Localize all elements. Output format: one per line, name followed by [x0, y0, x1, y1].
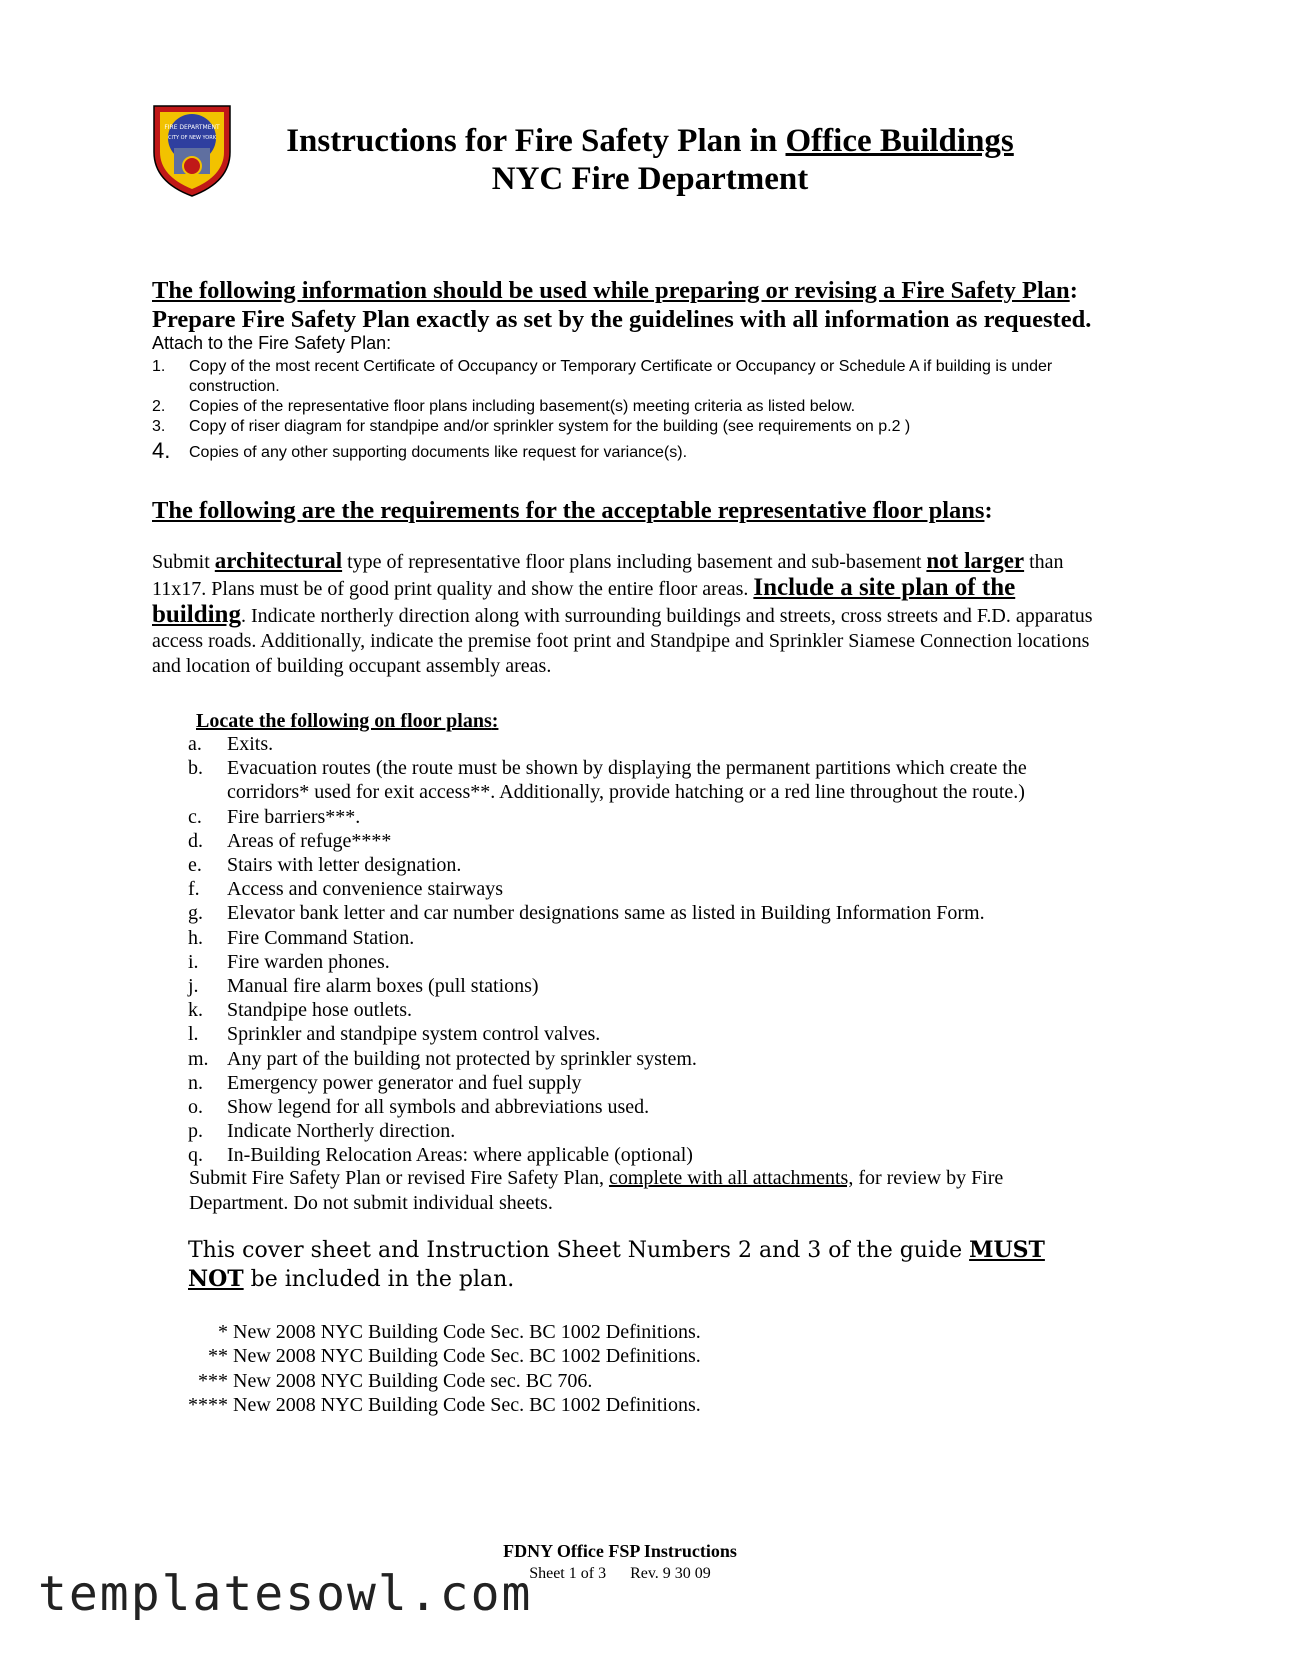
locate-heading-colon: : — [491, 710, 499, 732]
list-item-text: Standpipe hose outlets. — [227, 999, 412, 1022]
page-subtitle: NYC Fire Department — [491, 161, 809, 197]
list-item-text: Elevator bank letter and car number designations same as listed in Building Information Form. — [227, 902, 985, 925]
list-item-letter: p. — [188, 1120, 203, 1143]
requirements-paragraph — [152, 548, 1112, 679]
locate-list — [188, 732, 1108, 1168]
title-underlined: Office Buildings — [785, 123, 1014, 159]
footnotes — [180, 1320, 701, 1418]
footnote-stars: *** — [198, 1369, 228, 1392]
intro-heading — [152, 276, 1078, 306]
attach-item-num: 4. — [152, 438, 171, 463]
watermark: templatesowl.com — [38, 1566, 533, 1622]
list-item — [188, 1071, 1108, 1095]
intro-heading-colon: : — [1069, 277, 1078, 304]
intro-heading-text: The following information should be used while preparing or revising a Fire Safety Plan — [152, 277, 1070, 304]
list-item-letter: a. — [188, 733, 202, 755]
footnote — [180, 1344, 701, 1368]
list-item — [188, 1119, 1108, 1143]
footnote — [180, 1369, 701, 1393]
list-item — [188, 1022, 1108, 1046]
list-item-letter: q. — [188, 1144, 203, 1167]
cover-bold: MUST NOT — [188, 1237, 1045, 1292]
attach-item-text: Copy of the most recent Certificate of Occupancy or Temporary Certificate or Occupancy or Schedule A if building is under construction. — [189, 358, 1053, 395]
attach-item-num: 1. — [152, 358, 166, 375]
list-item — [188, 950, 1108, 974]
list-item-letter: e. — [188, 854, 202, 877]
page-title — [180, 122, 1120, 160]
list-item-text: In-Building Relocation Areas: where applicable (optional) — [227, 1144, 693, 1167]
list-item-letter: k. — [188, 999, 203, 1022]
list-item — [188, 732, 1108, 756]
list-item — [188, 853, 1108, 877]
list-item — [188, 756, 1108, 804]
list-item — [188, 805, 1108, 829]
list-item-text: Fire warden phones. — [227, 950, 390, 973]
list-item — [188, 998, 1108, 1022]
list-item-text: Show legend for all symbols and abbreviations used. — [227, 1096, 650, 1119]
req-text-architectural: architectural — [214, 548, 343, 573]
list-item — [188, 926, 1108, 950]
footer-title: FDNY Office FSP Instructions — [503, 1541, 737, 1561]
req-text-site-plan: Include a site plan of the building — [152, 574, 1016, 628]
footnote-text: New 2008 NYC Building Code Sec. BC 1002 Definitions. — [233, 1345, 701, 1368]
locate-heading-text: Locate the following on floor plans — [196, 710, 492, 732]
req-text-rest: . Indicate northerly direction along with surrounding buildings and streets, cross streets and F.D. apparatus access roads. Additionally, indicate the premise foot print and Standpipe and Sprinkler Siamese Connection locations and location of building occupant assembly areas. — [152, 605, 1093, 677]
list-item-text: Exits. — [227, 733, 274, 755]
submit-post: for review by Fire Department. Do not submit individual sheets. — [189, 1167, 1004, 1214]
footnote-stars: * — [218, 1321, 228, 1343]
list-item — [188, 877, 1108, 901]
list-item-letter: c. — [188, 805, 202, 828]
cover-post: be included in the plan. — [243, 1267, 515, 1292]
list-item-letter: d. — [188, 829, 203, 852]
submit-underlined: complete with all attachments, — [608, 1167, 854, 1189]
attach-item-text: Copy of riser diagram for standpipe and/or sprinkler system for the building (see requirements on p.2 ) — [189, 418, 911, 435]
attach-item — [152, 357, 1132, 397]
footer-rev: Rev. 9 30 09 — [630, 1565, 711, 1582]
footnote-text: New 2008 NYC Building Code Sec. BC 1002 Definitions. — [233, 1321, 701, 1343]
list-item-text: Fire Command Station. — [227, 926, 415, 949]
title-prefix: Instructions for Fire Safety Plan in — [286, 123, 786, 159]
list-item-letter: n. — [188, 1071, 203, 1094]
footer-sheet: Sheet 1 of 3 — [529, 1565, 607, 1582]
req-text-submit: Submit — [152, 551, 215, 573]
list-item-text: Indicate Northerly direction. — [227, 1120, 456, 1143]
logo-text-mid: CITY OF NEW YORK — [168, 135, 216, 141]
list-item-letter: m. — [188, 1047, 209, 1070]
req-text-not-larger: not larger — [926, 548, 1025, 573]
footnote — [180, 1393, 701, 1417]
submit-pre: Submit Fire Safety Plan or revised Fire Safety Plan, — [189, 1167, 609, 1189]
footnote-stars: ** — [208, 1345, 228, 1368]
list-item-text: Areas of refuge**** — [227, 829, 392, 852]
attach-item-num: 3. — [152, 418, 166, 435]
attach-item — [152, 397, 1132, 417]
cover-sheet-notice — [188, 1236, 1088, 1294]
list-item-letter: b. — [188, 757, 203, 780]
list-item-letter: j. — [188, 975, 199, 998]
list-item — [188, 1095, 1108, 1119]
footnote — [180, 1320, 701, 1344]
attach-item-num: 2. — [152, 398, 166, 415]
list-item-letter: l. — [188, 1023, 199, 1046]
list-item-letter: f. — [188, 878, 200, 901]
attach-item — [152, 439, 1132, 463]
requirements-heading — [152, 496, 993, 526]
list-item-text: Manual fire alarm boxes (pull stations) — [227, 975, 539, 998]
list-item-text: Sprinkler and standpipe system control valves. — [227, 1023, 601, 1046]
list-item — [188, 901, 1108, 925]
list-item-text: Evacuation routes (the route must be shown by displaying the permanent partitions which create the corridors* used for exit access**. Additionally, provide hatching or a red line throughout the route.) — [227, 757, 1027, 804]
list-item-text: Fire barriers***. — [227, 805, 361, 828]
list-item-letter: i. — [188, 950, 199, 973]
list-item-text: Stairs with letter designation. — [227, 854, 462, 877]
list-item-letter: h. — [188, 926, 203, 949]
list-item-text: Access and convenience stairways — [227, 878, 503, 901]
attach-item — [152, 417, 1132, 437]
req-text-mid1: type of representative floor plans including basement and sub-basement — [342, 551, 927, 573]
attach-label: Attach to the Fire Safety Plan: — [152, 333, 392, 353]
list-item — [188, 829, 1108, 853]
locate-heading — [196, 710, 498, 733]
requirements-heading-colon: : — [984, 497, 993, 524]
req-text-mid2: than 11x17. Plans must be of good print quality and show the entire floor areas. — [152, 551, 1064, 600]
list-item-text: Any part of the building not protected by sprinkler system. — [227, 1047, 697, 1070]
footnote-text: New 2008 NYC Building Code Sec. BC 1002 Definitions. — [233, 1394, 701, 1417]
attach-list — [152, 357, 1132, 463]
footnote-text: New 2008 NYC Building Code sec. BC 706. — [233, 1369, 593, 1392]
list-item — [188, 974, 1108, 998]
list-item-letter: g. — [188, 902, 203, 925]
attach-item-text: Copies of the representative floor plans including basement(s) meeting criteria as listed below. — [189, 398, 856, 415]
list-item-letter: o. — [188, 1096, 203, 1119]
footnote-stars: **** — [188, 1394, 228, 1417]
attach-item-text: Copies of any other supporting documents like request for variance(s). — [189, 444, 688, 461]
intro-line2: Prepare Fire Safety Plan exactly as set by the guidelines with all information as requested. — [152, 306, 1092, 333]
requirements-heading-text: The following are the requirements for the acceptable representative floor plans — [152, 497, 985, 524]
submit-paragraph — [189, 1166, 1089, 1215]
list-item — [188, 1047, 1108, 1071]
list-item — [188, 1143, 1108, 1167]
list-item-text: Emergency power generator and fuel supply — [227, 1071, 582, 1094]
logo-text-top: FIRE DEPARTMENT — [164, 124, 220, 131]
cover-pre: This cover sheet and Instruction Sheet Numbers 2 and 3 of the guide — [188, 1238, 970, 1263]
